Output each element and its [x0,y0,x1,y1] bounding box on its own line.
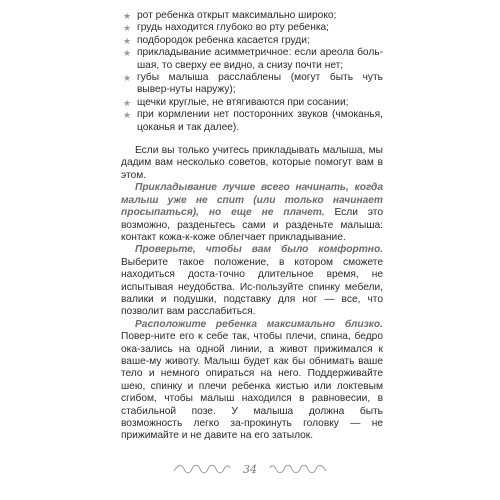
list-item: ★ щечки круглые, не втягиваются при сосании; [123,96,349,108]
star-bullet-icon: ★ [123,73,132,84]
tip-paragraph [121,182,383,244]
tip-text: Если это возможно, разденьтесь сами и разденьте малыша: контакт кожа-к-коже облегчает прикладывание. [121,207,383,243]
tip-emphasis: Расположите ребенка максимально близко. [135,318,383,330]
left-flourish-icon [172,462,232,476]
star-bullet-icon: ★ [123,11,132,21]
tip-paragraph [121,319,383,443]
list-item: ★ при кормлении нет посторонних звуков (чмоканья, цоканья и так далее). [123,109,383,133]
tip-emphasis: Проверьте, чтобы вам было комфортно. [135,244,383,256]
body-text [121,10,383,443]
checklist [121,10,383,134]
star-bullet-icon: ★ [123,97,132,108]
list-item: ★ грудь находится глубоко во рту ребенка; [123,22,330,34]
star-bullet-icon: ★ [123,48,132,59]
star-bullet-icon: ★ [123,23,132,34]
tip-text: Повер-ните его к себе так, чтобы плечи, спина, бедро ока-зались на одной линии, а живот прижимался к ваше-му животу. Малыш будет как бы обнимать ваше тело и немного опираться на него. Поддерживайте шею, спинку и плечи ребенка кистью или локтевым сгибом, чтобы малыш находился в равновесии, в стабильной позе. У малыша должна быть возможность легко за-прокинуть головку — не прижимайте и не давите на его затылок. [121,331,383,442]
star-bullet-icon: ★ [123,35,132,46]
page-footer [0,462,500,476]
tip-emphasis: Прикладывание лучше всего начинать, когда малыш уже не спит (или только начинает просыпаться), но еще не плачет. [121,182,383,219]
intro-paragraph: Если вы только учитесь прикладывать малыша, мы дадим вам несколько советов, которые помогут вам в этом. [121,145,383,181]
list-item: ★ рот ребенка открыт максимально широко; [123,10,337,21]
right-flourish-icon [268,462,328,476]
list-item: ★ прикладывание асимметричное: если ареола боль-шая, то сверху ее видно, а снизу почти нет; [123,47,383,71]
list-item: ★ подбородок ребенка касается груди; [123,34,310,46]
tip-paragraph [121,244,383,318]
star-bullet-icon: ★ [123,110,132,121]
tip-text: Выберите такое положение, в котором сможете находиться доста-точно длительное время, не испытывая неудобства. Ис-пользуйте спинку мебели, валики и подушки, подставку для ног — все, что позволит вам расслабиться. [121,256,383,318]
list-item: ★ губы малыша расслаблены (могут быть чуть вывер-нуты наружу); [123,72,383,96]
page-number: 34 [243,462,257,476]
